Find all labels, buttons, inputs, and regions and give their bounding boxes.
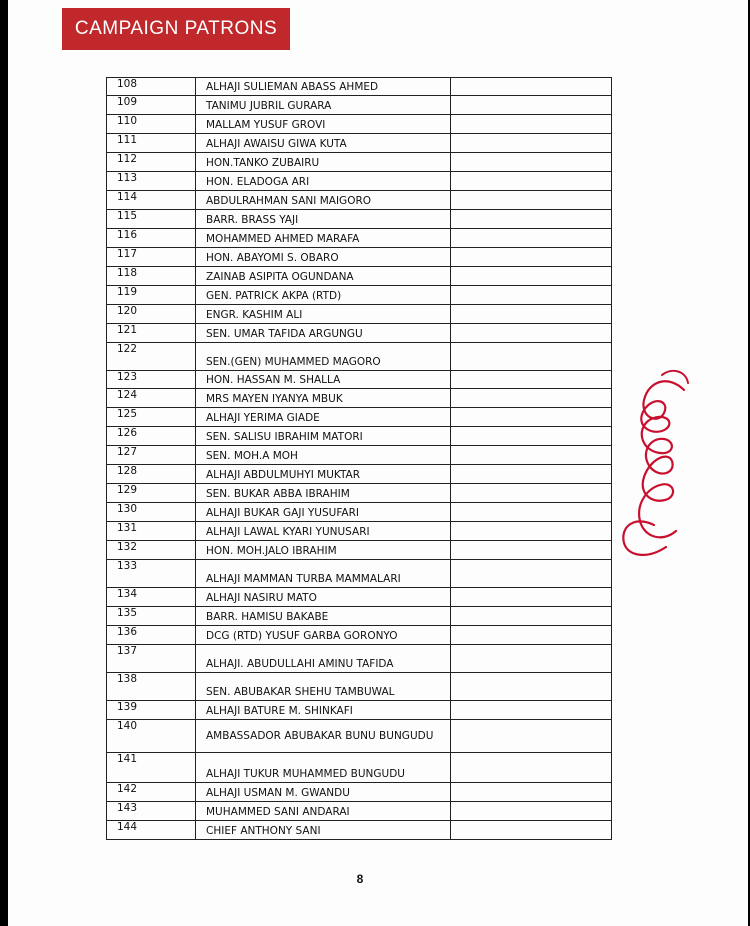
- patron-name: SEN. MOH.A MOH: [196, 446, 451, 465]
- page-number: 8: [356, 872, 364, 886]
- table-row: [107, 305, 612, 324]
- row-number: 133: [107, 560, 196, 588]
- patron-name: ZAINAB ASIPITA OGUNDANA: [196, 267, 451, 286]
- table-row: [107, 172, 612, 191]
- row-number: 118: [107, 267, 196, 286]
- table-row: [107, 229, 612, 248]
- table-row: [107, 607, 612, 626]
- table-row: [107, 427, 612, 446]
- row-number: 139: [107, 701, 196, 720]
- row-number: 120: [107, 305, 196, 324]
- row-number: 116: [107, 229, 196, 248]
- row-number: 115: [107, 210, 196, 229]
- signature-cell: [451, 541, 612, 560]
- row-number: 129: [107, 484, 196, 503]
- table-row: [107, 522, 612, 541]
- handwritten-signature: [614, 355, 694, 565]
- table-row: [107, 191, 612, 210]
- patrons-table-body: [107, 78, 612, 840]
- signature-cell: [451, 305, 612, 324]
- patron-name: MRS MAYEN IYANYA MBUK: [196, 389, 451, 408]
- row-number: 128: [107, 465, 196, 484]
- patron-name: ABDULRAHMAN SANI MAIGORO: [196, 191, 451, 210]
- row-number: 138: [107, 673, 196, 701]
- row-number: 137: [107, 645, 196, 673]
- row-number: 108: [107, 78, 196, 96]
- patron-name: TANIMU JUBRIL GURARA: [196, 96, 451, 115]
- signature-cell: [451, 134, 612, 153]
- patron-name: ALHAJI USMAN M. GWANDU: [196, 783, 451, 802]
- patron-name: HON.TANKO ZUBAIRU: [196, 153, 451, 172]
- table-row: [107, 446, 612, 465]
- patron-name: BARR. HAMISU BAKABE: [196, 607, 451, 626]
- row-number: 132: [107, 541, 196, 560]
- signature-cell: [451, 229, 612, 248]
- patron-name: ALHAJI YERIMA GIADE: [196, 408, 451, 427]
- signature-cell: [451, 78, 612, 96]
- signature-cell: [451, 560, 612, 588]
- table-row: [107, 389, 612, 408]
- table-row: [107, 408, 612, 427]
- table-row: [107, 324, 612, 343]
- signature-cell: [451, 522, 612, 541]
- table-row: [107, 783, 612, 802]
- patron-name: SEN.(GEN) MUHAMMED MAGORO: [196, 343, 451, 371]
- signature-cell: [451, 446, 612, 465]
- row-number: 131: [107, 522, 196, 541]
- patron-name: ALHAJI BATURE M. SHINKAFI: [196, 701, 451, 720]
- patron-name: HON. ABAYOMI S. OBARO: [196, 248, 451, 267]
- patron-name: ALHAJI LAWAL KYARI YUNUSARI: [196, 522, 451, 541]
- row-number: 123: [107, 371, 196, 389]
- patron-name: ALHAJI SULIEMAN ABASS AHMED: [196, 78, 451, 96]
- row-number: 119: [107, 286, 196, 305]
- patron-name: ALHAJI NASIRU MATO: [196, 588, 451, 607]
- patron-name: SEN. SALISU IBRAHIM MATORI: [196, 427, 451, 446]
- row-number: 109: [107, 96, 196, 115]
- patron-name: BARR. BRASS YAJI: [196, 210, 451, 229]
- table-row: [107, 802, 612, 821]
- patron-name: SEN. BUKAR ABBA IBRAHIM: [196, 484, 451, 503]
- row-number: 117: [107, 248, 196, 267]
- row-number: 144: [107, 821, 196, 840]
- signature-cell: [451, 626, 612, 645]
- patron-name: MUHAMMED SANI ANDARAI: [196, 802, 451, 821]
- signature-cell: [451, 427, 612, 446]
- signature-cell: [451, 588, 612, 607]
- row-number: 134: [107, 588, 196, 607]
- signature-cell: [451, 191, 612, 210]
- signature-cell: [451, 783, 612, 802]
- row-number: 113: [107, 172, 196, 191]
- signature-cell: [451, 645, 612, 673]
- patron-name: MALLAM YUSUF GROVI: [196, 115, 451, 134]
- signature-cell: [451, 267, 612, 286]
- row-number: 130: [107, 503, 196, 522]
- signature-cell: [451, 210, 612, 229]
- signature-cell: [451, 753, 612, 783]
- signature-cell: [451, 465, 612, 484]
- row-number: 110: [107, 115, 196, 134]
- signature-cell: [451, 389, 612, 408]
- table-row: [107, 286, 612, 305]
- table-row: [107, 343, 612, 371]
- section-title: CAMPAIGN PATRONS: [62, 8, 290, 50]
- row-number: 121: [107, 324, 196, 343]
- row-number: 114: [107, 191, 196, 210]
- row-number: 142: [107, 783, 196, 802]
- table-row: [107, 541, 612, 560]
- table-row: [107, 267, 612, 286]
- patron-name: CHIEF ANTHONY SANI: [196, 821, 451, 840]
- patron-name: GEN. PATRICK AKPA (RTD): [196, 286, 451, 305]
- patron-name: ALHAJI MAMMAN TURBA MAMMALARI: [196, 560, 451, 588]
- table-row: [107, 134, 612, 153]
- signature-cell: [451, 286, 612, 305]
- table-row: [107, 465, 612, 484]
- row-number: 122: [107, 343, 196, 371]
- row-number: 125: [107, 408, 196, 427]
- table-row: [107, 503, 612, 522]
- table-row: [107, 210, 612, 229]
- table-row: [107, 753, 612, 783]
- table-row: [107, 626, 612, 645]
- patron-name: MOHAMMED AHMED MARAFA: [196, 229, 451, 248]
- document-page: [8, 0, 748, 926]
- table-row: [107, 115, 612, 134]
- signature-cell: [451, 343, 612, 371]
- table-row: [107, 560, 612, 588]
- row-number: 126: [107, 427, 196, 446]
- patron-name: SEN. ABUBAKAR SHEHU TAMBUWAL: [196, 673, 451, 701]
- signature-cell: [451, 673, 612, 701]
- signature-cell: [451, 371, 612, 389]
- table-row: [107, 248, 612, 267]
- patron-name: SEN. UMAR TAFIDA ARGUNGU: [196, 324, 451, 343]
- row-number: 140: [107, 720, 196, 753]
- patron-name: DCG (RTD) YUSUF GARBA GORONYO: [196, 626, 451, 645]
- row-number: 112: [107, 153, 196, 172]
- row-number: 111: [107, 134, 196, 153]
- patron-name: ENGR. KASHIM ALI: [196, 305, 451, 324]
- table-row: [107, 96, 612, 115]
- patrons-table: [106, 77, 612, 840]
- signature-cell: [451, 802, 612, 821]
- patron-name: HON. ELADOGA ARI: [196, 172, 451, 191]
- signature-cell: [451, 701, 612, 720]
- signature-cell: [451, 96, 612, 115]
- table-row: [107, 78, 612, 96]
- signature-cell: [451, 172, 612, 191]
- signature-cell: [451, 484, 612, 503]
- patron-name: ALHAJI. ABUDULLAHI AMINU TAFIDA: [196, 645, 451, 673]
- table-row: [107, 673, 612, 701]
- row-number: 136: [107, 626, 196, 645]
- signature-cell: [451, 821, 612, 840]
- row-number: 127: [107, 446, 196, 465]
- table-row: [107, 588, 612, 607]
- patron-name: HON. MOH.JALO IBRAHIM: [196, 541, 451, 560]
- signature-cell: [451, 503, 612, 522]
- patron-name: AMBASSADOR ABUBAKAR BUNU BUNGUDU: [196, 720, 451, 753]
- row-number: 141: [107, 753, 196, 783]
- signature-cell: [451, 720, 612, 753]
- signature-cell: [451, 324, 612, 343]
- table-row: [107, 720, 612, 753]
- signature-cell: [451, 153, 612, 172]
- signature-cell: [451, 408, 612, 427]
- row-number: 124: [107, 389, 196, 408]
- patron-name: HON. HASSAN M. SHALLA: [196, 371, 451, 389]
- signature-cell: [451, 115, 612, 134]
- table-row: [107, 821, 612, 840]
- signature-cell: [451, 248, 612, 267]
- row-number: 135: [107, 607, 196, 626]
- table-row: [107, 484, 612, 503]
- patron-name: ALHAJI ABDULMUHYI MUKTAR: [196, 465, 451, 484]
- patron-name: ALHAJI TUKUR MUHAMMED BUNGUDU: [196, 753, 451, 783]
- table-row: [107, 153, 612, 172]
- patron-name: ALHAJI AWAISU GIWA KUTA: [196, 134, 451, 153]
- patron-name: ALHAJI BUKAR GAJI YUSUFARI: [196, 503, 451, 522]
- table-row: [107, 645, 612, 673]
- table-row: [107, 371, 612, 389]
- signature-cell: [451, 607, 612, 626]
- row-number: 143: [107, 802, 196, 821]
- table-row: [107, 701, 612, 720]
